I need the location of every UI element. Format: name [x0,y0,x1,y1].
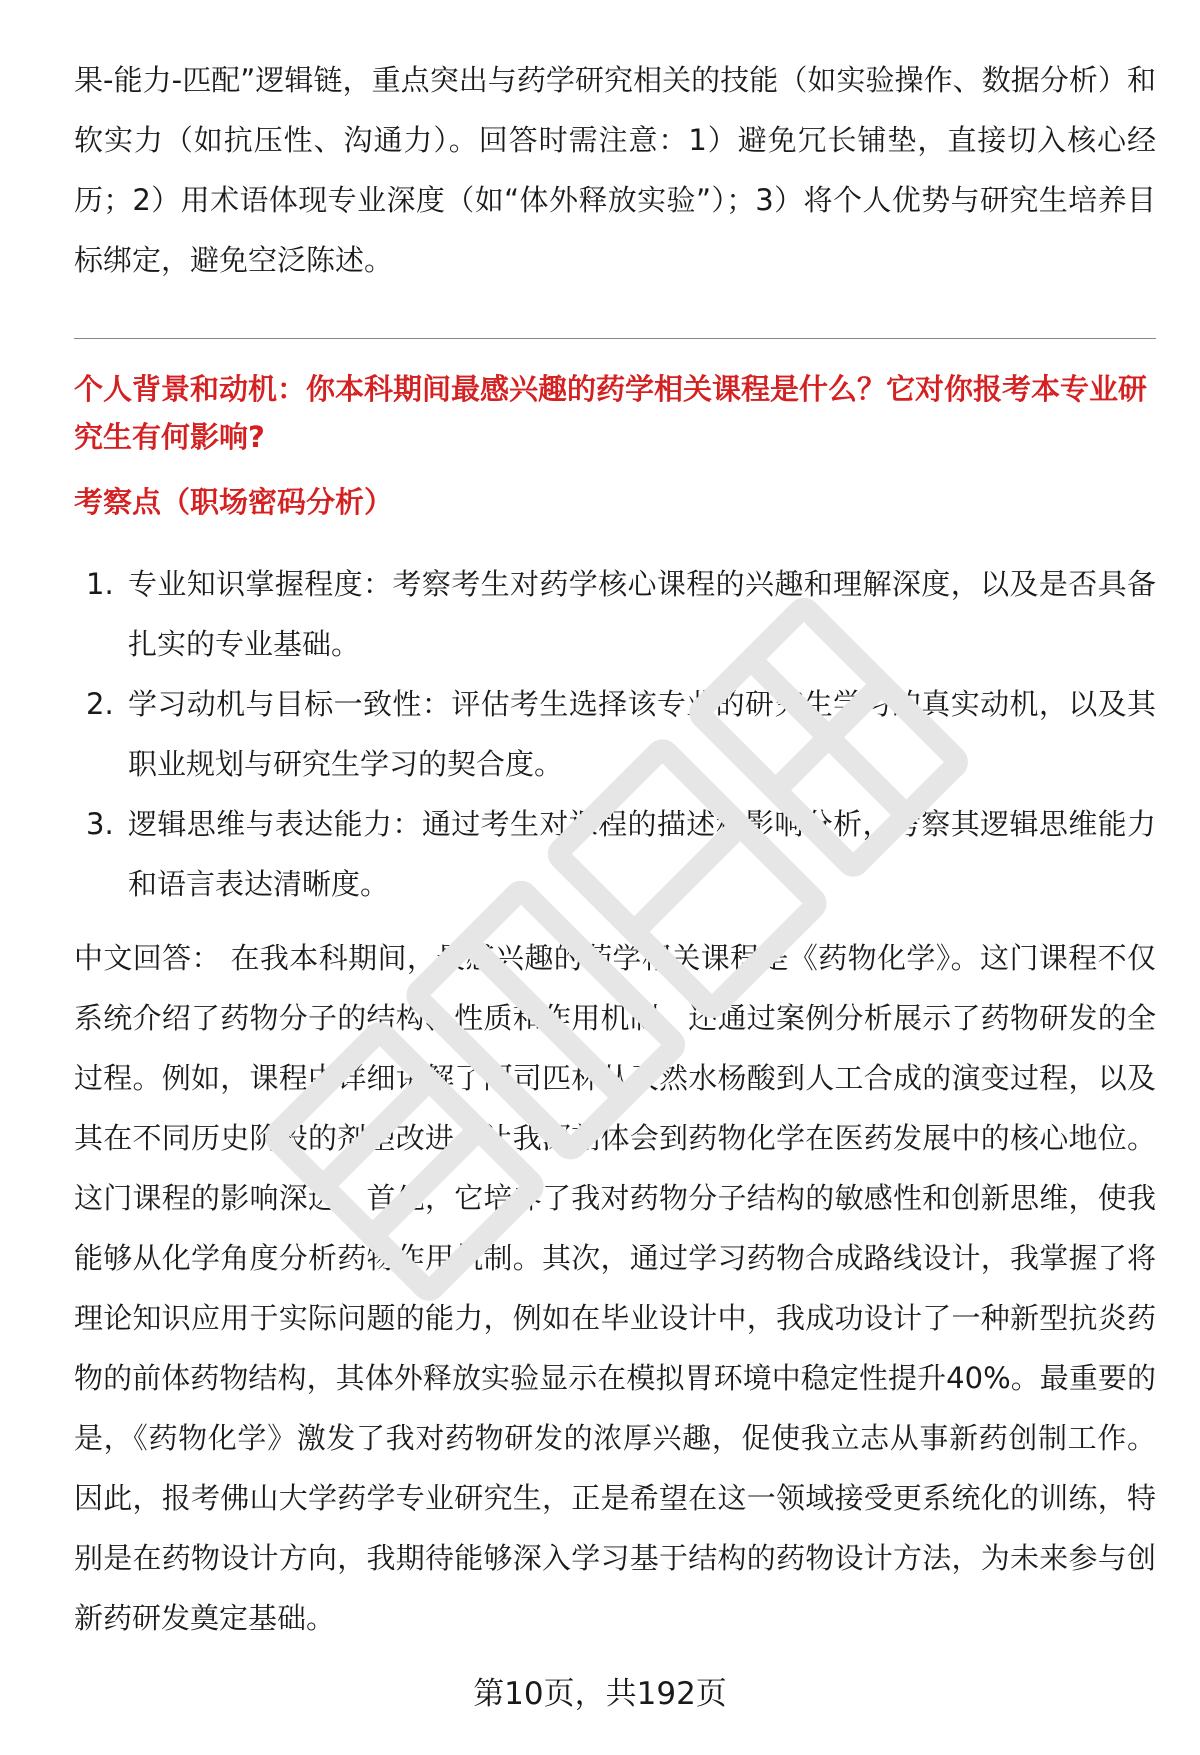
list-item [74,794,1156,914]
list-item-text: 专业知识掌握程度：考察考生对药学核心课程的兴趣和理解深度，以及是否具备扎实的专业基础。 [128,567,1156,661]
assessment-points-list [74,554,1156,914]
list-item-number: 1. [86,567,114,601]
intro-paragraph: 果-能力-匹配”逻辑链，重点突出与药学研究相关的技能（如实验操作、数据分析）和软实力（如抗压性、沟通力）。回答时需注意：1）避免冗长铺垫，直接切入核心经历；2）用术语体现专业深度（如“体外释放实验”）；3）将个人优势与研究生培养目标绑定，避免空泛陈述。 [74,63,1156,277]
section-heading: 考察点（职场密码分析） [74,485,394,519]
list-item-number: 2. [86,687,114,721]
list-item [74,554,1156,674]
section-divider [74,338,1156,339]
list-item-text: 逻辑思维与表达能力：通过考生对课程的描述和影响分析，考察其逻辑思维能力和语言表达清晰度。 [128,807,1156,901]
list-item [74,674,1156,794]
list-item-number: 3. [86,807,114,841]
answer-paragraph: 中文回答： 在我本科期间，最感兴趣的药学相关课程是《药物化学》。这门课程不仅系统介绍了药物分子的结构、性质和作用机制，还通过案例分析展示了药物研发的全过程。例如，课程中详细讲解了阿司匹林从天然水杨酸到人工合成的演变过程，以及其在不同历史阶段的剂型改进，让我深刻体会到药物化学在医药发展中的核心地位。这门课程的影响深远，首先，它培养了我对药物分子结构的敏感性和创新思维，使我能够从化学角度分析药物作用机制。其次，通过学习药物合成路线设计，我掌握了将理论知识应用于实际问题的能力，例如在毕业设计中，我成功设计了一种新型抗炎药物的前体药物结构，其体外释放实验显示在模拟胃环境中稳定性提升40%。最重要的是，《药物化学》激发了我对药物研发的浓厚兴趣，促使我立志从事新药创制工作。因此，报考佛山大学药学专业研究生，正是希望在这一领域接受更系统化的训练，特别是在药物设计方向，我期待能够深入学习基于结构的药物设计方法，为未来参与创新药研发奠定基础。 [74,941,1156,1635]
list-item-text: 学习动机与目标一致性：评估考生选择该专业的研究生学习的真实动机，以及其职业规划与研究生学习的契合度。 [128,687,1156,781]
question-heading: 个人背景和动机：你本科期间最感兴趣的药学相关课程是什么？它对你报考本专业研究生有何影响? [74,372,1148,454]
page-footer: 第10页，共192页 [473,1676,727,1712]
